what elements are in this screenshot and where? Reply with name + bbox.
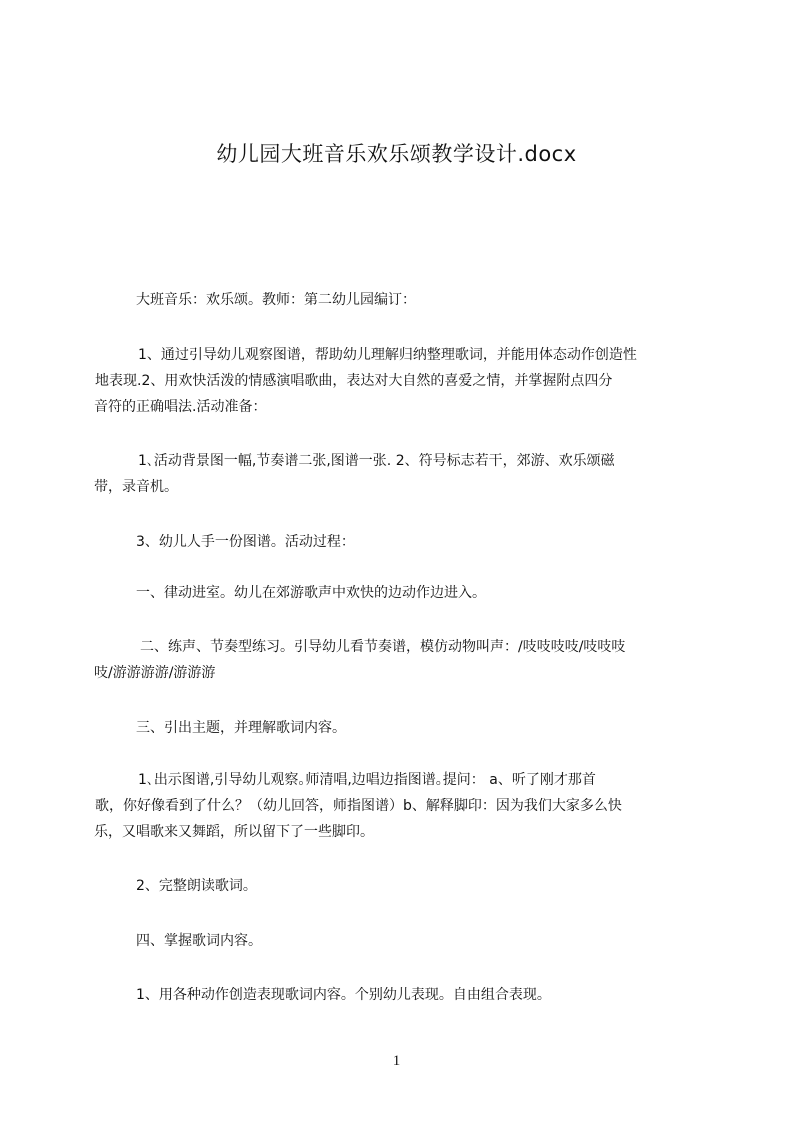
document-title: 幼儿园大班音乐欢乐颂教学设计.docx (216, 142, 577, 166)
text-line: 乐，又唱歌来又舞蹈，所以留下了一些脚印。 (94, 824, 374, 840)
paragraph-step-4-detail (136, 982, 551, 1008)
text-line: 2、完整朗读歌词。 (136, 878, 257, 894)
text-line: 1､活动背景图一幅,节奏谱二张,图谱一张. 2、符号标志若干，郊游、欢乐颂磁 (138, 453, 615, 469)
text-line: 二、练声、节奏型练习。引导幼儿看节奏谱，模仿动物叫声：/吱吱吱吱/吱吱吱 (140, 639, 626, 655)
text-line: 音符的正确唱法.活动准备： (94, 399, 267, 415)
paragraph-step-4 (136, 928, 262, 954)
paragraph-objectives (94, 342, 637, 420)
text-line: 1、用各种动作创造表现歌词内容。个别幼儿表现。自由组合表现。 (136, 987, 551, 1003)
paragraph-step-1 (136, 580, 486, 606)
paragraph-step-2 (94, 634, 625, 686)
page-number: 1 (392, 1053, 401, 1069)
text-line: 歌，你好像看到了什么？（幼儿回答，师指图谱）b、解释脚印：因为我们大家多么快 (95, 798, 622, 814)
text-line: 地表现.2、用欢快活泼的情感演唱歌曲，表达对大自然的喜爱之情，并掌握附点四分 (95, 373, 613, 389)
paragraph-materials (94, 448, 615, 500)
paragraph-step-3 (136, 715, 346, 741)
paragraph-step-3-detail (94, 767, 622, 845)
paragraph-course-info (136, 287, 416, 313)
text-line: 大班音乐：欢乐颂。教师：第二幼儿园编订： (136, 292, 416, 308)
text-line: 一、律动进室。幼儿在郊游歌声中欢快的边动作边进入。 (136, 585, 486, 601)
text-line: 1、通过引导幼儿观察图谱，帮助幼儿理解归纳整理歌词，并能用体态动作创造性 (138, 347, 637, 363)
text-line: 三、引出主题，并理解歌词内容。 (136, 720, 346, 736)
text-line: 吱/游游游游/游游游 (94, 665, 216, 681)
text-line: 四、掌握歌词内容。 (136, 933, 262, 949)
text-line: 1､出示图谱,引导幼儿观察｡师清唱,边唱边指图谱｡提问： a、听了刚才那首 (138, 772, 596, 788)
text-line: 3、幼儿人手一份图谱。活动过程： (136, 534, 355, 550)
paragraph-materials-3 (136, 529, 355, 555)
text-line: 带，录音机。 (94, 479, 178, 495)
paragraph-read-lyrics (136, 873, 257, 899)
